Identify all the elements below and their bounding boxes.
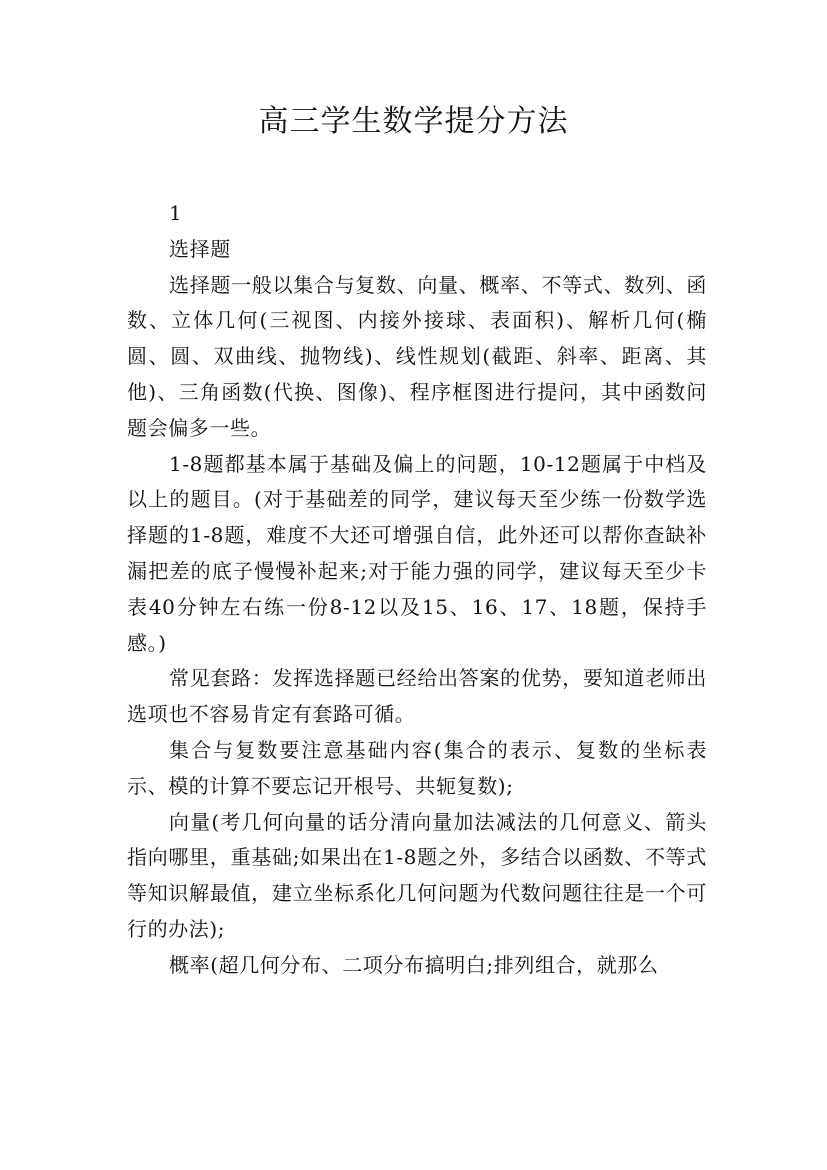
document-body	[127, 196, 707, 984]
document-title: 高三学生数学提分方法	[258, 104, 569, 139]
paragraph-vectors: 向量(考几何向量的话分清向量加法减法的几何意义、箭头指向哪里，重基础;如果出在1-8题之外，多结合以函数、不等式等知识解最值，建立坐标系化几何问题为代数问题往往是一个可行的办法);	[127, 809, 707, 941]
paragraph-difficulty: 1-8题都基本属于基础及偏上的问题，10-12题属于中档及以上的题目。(对于基础差的同学，建议每天至少练一份数学选择题的1-8题，难度不大还可增强自信，此外还可以帮你查缺补漏把差的底子慢慢补起来;对于能力强的同学，建议每天至少卡表40分钟左右练一份8-12以及15、16、17、18题，保持手感。)	[127, 451, 707, 655]
section-heading: 选择题	[169, 236, 231, 261]
paragraph-sets-complex: 集合与复数要注意基础内容(集合的表示、复数的坐标表示、模的计算不要忘记开根号、共轭复数);	[127, 737, 707, 798]
paragraph-common-tricks: 常见套路：发挥选择题已经给出答案的优势，要知道老师出选项也不容易肯定有套路可循。	[127, 666, 707, 727]
section-number: 1	[169, 201, 183, 225]
paragraph-topics: 选择题一般以集合与复数、向量、概率、不等式、数列、函数、立体几何(三视图、内接外接球、表面积)、解析几何(椭圆、圆、双曲线、抛物线)、线性规划(截距、斜率、距离、其他)、三角函数(代换、图像)、程序框图进行提问，其中函数问题会偏多一些。	[127, 272, 707, 440]
paragraph-probability: 概率(超几何分布、二项分布搞明白;排列组合，就那么	[169, 952, 659, 977]
